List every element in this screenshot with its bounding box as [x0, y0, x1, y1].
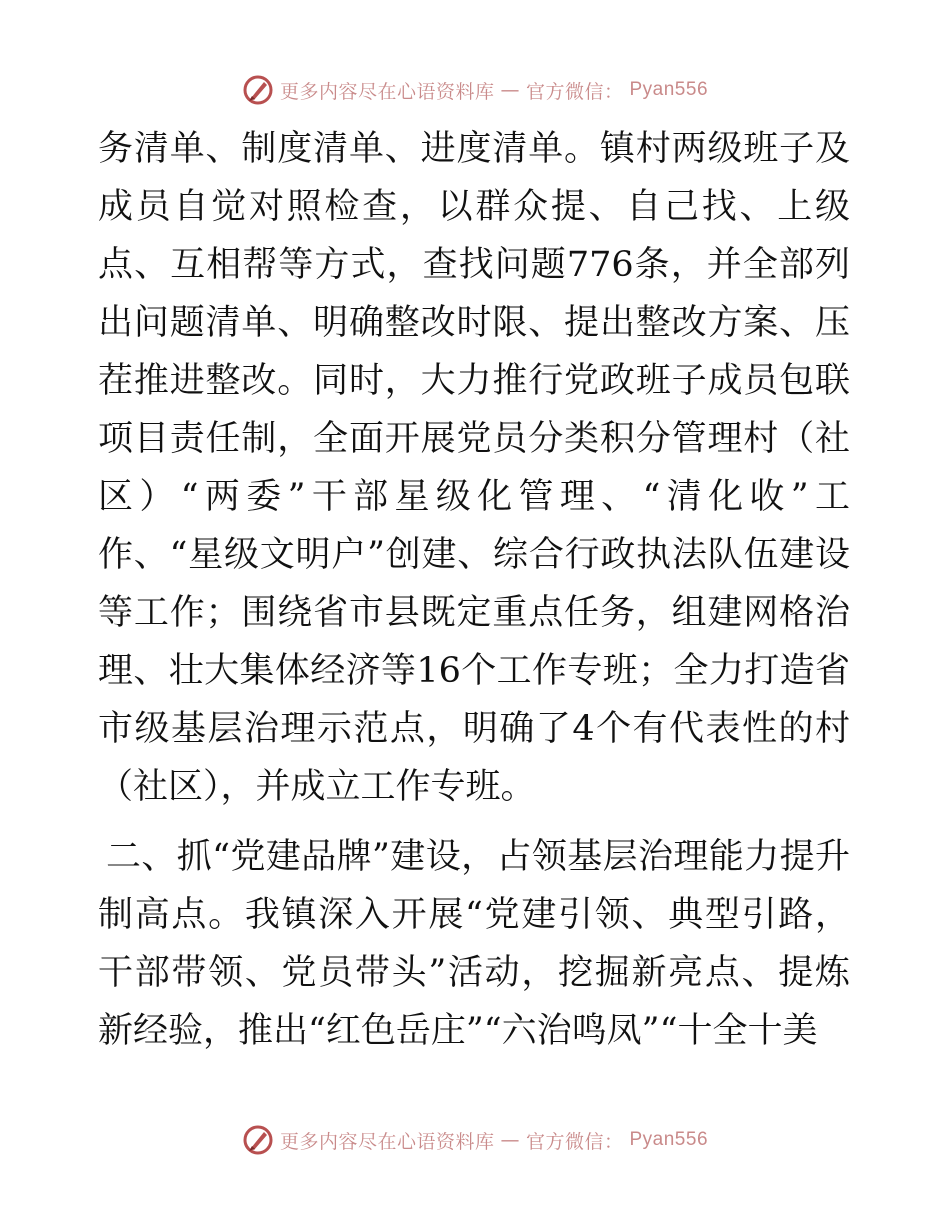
quill-pen-logo-icon [242, 74, 274, 106]
quill-pen-logo-icon [242, 1124, 274, 1156]
watermark-separator: — [500, 79, 520, 101]
watermark-separator: — [500, 1129, 520, 1151]
watermark-wechat-id: Pyan556 [629, 1129, 709, 1150]
watermark-site-text: 更多内容尽在心语资料库 [279, 80, 495, 103]
body-paragraph-2: 二、抓“党建品牌”建设，占领基层治理能力提升制高点。我镇深入开展“党建引领、典型引路，干部带领、党员带头”活动，挖掘新亮点、提炼新经验，推出“红色岳庄”“六治鸣凤”“十全十美 [98, 837, 850, 1051]
header-watermark [0, 70, 950, 110]
body-paragraph-1: 务清单、制度清单、进度清单。镇村两级班子及成员自觉对照检查，以群众提、自己找、上级点、互相帮等方式，查找问题776条，并全部列出问题清单、明确整改时限、提出整改方案、压茬推进整改。同时，大力推行党政班子成员包联项目责任制，全面开展党员分类积分管理村（社区）“两委”干部星级化管理、“清化收”工作、“星级文明户”创建、综合行政执法队伍建设等工作；围绕省市县既定重点任务，组建网格治理、壮大集体经济等16个工作专班；全力打造省市级基层治理示范点，明确了4个有代表性的村（社区），并成立工作专班。 [98, 129, 850, 807]
document-body [98, 120, 850, 1060]
watermark-wechat-id: Pyan556 [629, 79, 709, 100]
watermark-wechat-label: 官方微信： [525, 80, 624, 103]
watermark-site-text: 更多内容尽在心语资料库 [279, 1130, 495, 1153]
watermark-wechat-label: 官方微信： [525, 1130, 624, 1153]
footer-watermark [0, 1120, 950, 1160]
